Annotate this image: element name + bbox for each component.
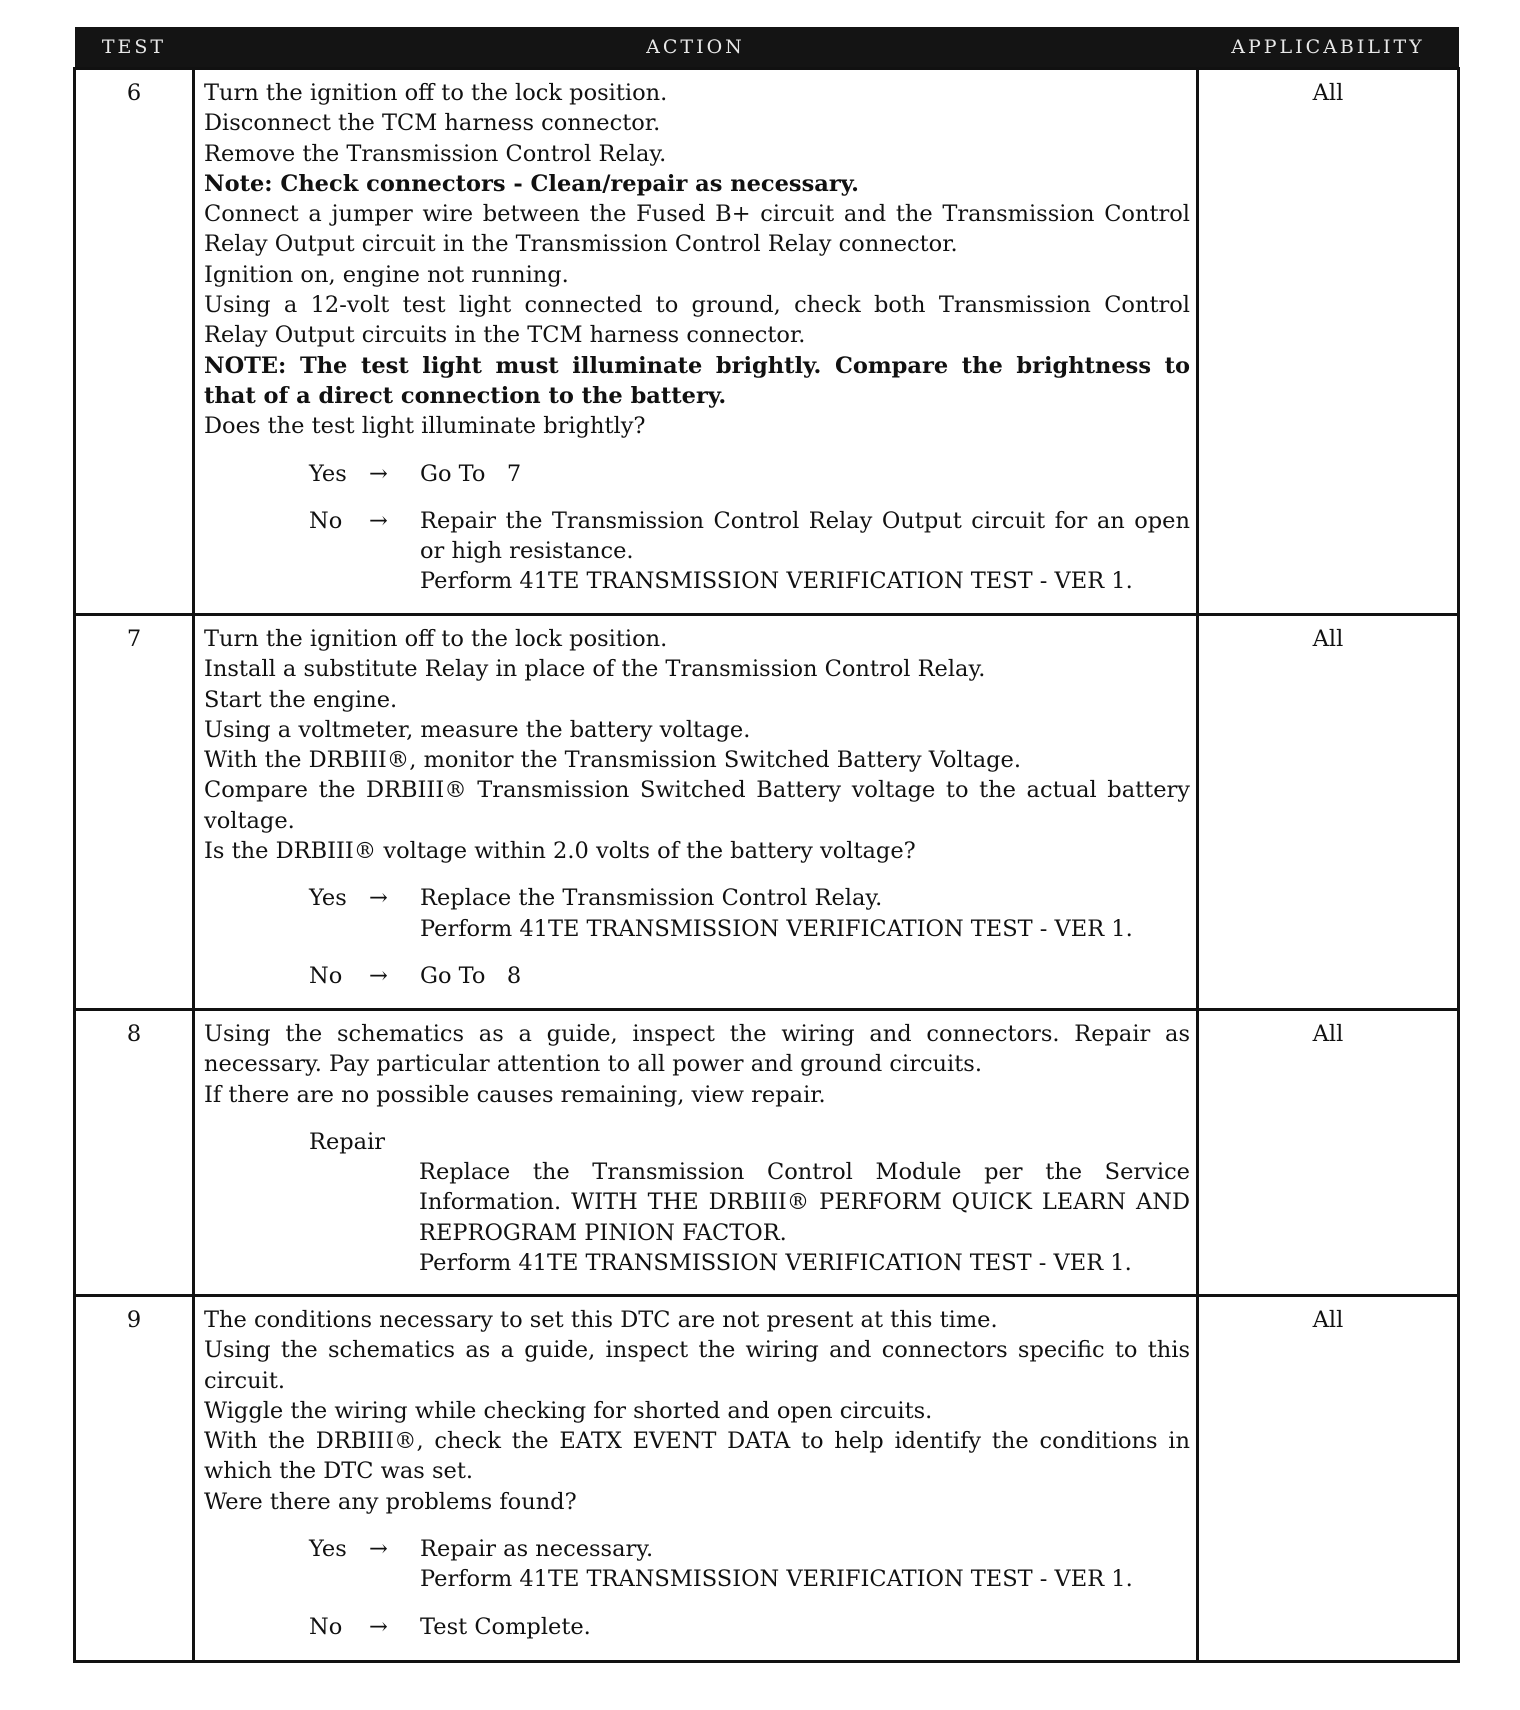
- applicability-cell: All: [1198, 69, 1459, 615]
- table-row-test-9: [75, 1296, 1459, 1662]
- repair-line: Replace the Transmission Control Module per the Service Information. WITH THE DRBIII® PERFORM QUICK LEARN AND REPROGRAM PINION FACTOR.: [419, 1159, 1190, 1246]
- result-line: Replace the Transmission Control Relay.: [420, 885, 883, 912]
- no-label: No: [309, 507, 343, 534]
- action-line: Disconnect the TCM harness connector.: [204, 110, 661, 137]
- action-line: Connect a jumper wire between the Fused B+ circuit and the Transmission Control Relay Output circuit in the Transmission Control Relay connector.: [204, 201, 1190, 258]
- action-line: Wiggle the wiring while checking for shorted and open circuits.: [204, 1397, 933, 1424]
- test-number: 8: [75, 1010, 194, 1296]
- no-label: No: [309, 1613, 343, 1640]
- no-branch: [309, 1612, 1190, 1642]
- action-cell: [194, 615, 1198, 1010]
- note-line: NOTE: The test light must illuminate brightly. Compare the brightness to that of a direct connection to the battery.: [204, 352, 1190, 409]
- right-arrow-icon: →: [369, 885, 388, 912]
- yes-result: [420, 883, 1190, 944]
- action-line: Using a 12-volt test light connected to ground, check both Transmission Control Relay Output circuits in the TCM harness connector.: [204, 292, 1190, 349]
- repair-label: Repair: [309, 1128, 386, 1155]
- action-line: Turn the ignition off to the lock position.: [204, 80, 668, 106]
- applicability-cell: All: [1198, 615, 1459, 1010]
- table-row-test-7: [75, 615, 1459, 1010]
- action-line: Start the engine.: [204, 686, 398, 713]
- applicability-cell: All: [1198, 1010, 1459, 1296]
- yes-label: Yes: [309, 1536, 347, 1563]
- result-line: Repair as necessary.: [420, 1536, 654, 1563]
- result-line: Perform 41TE TRANSMISSION VERIFICATION TEST - VER 1.: [420, 915, 1133, 942]
- table-header-row: [75, 27, 1459, 69]
- yes-result: [420, 459, 1190, 489]
- yes-result: [420, 1534, 1190, 1595]
- action-line: Remove the Transmission Control Relay.: [204, 140, 667, 167]
- result-line: Test Complete.: [420, 1613, 591, 1640]
- action-line: If there are no possible causes remaining, view repair.: [204, 1081, 826, 1108]
- action-line: Using a voltmeter, measure the battery voltage.: [204, 716, 751, 743]
- result-line: Perform 41TE TRANSMISSION VERIFICATION TEST - VER 1.: [420, 568, 1133, 595]
- right-arrow-icon: →: [369, 460, 388, 487]
- yes-branch: [309, 883, 1190, 944]
- action-cell: [194, 1010, 1198, 1296]
- action-line: With the DRBIII®, check the EATX EVENT DATA to help identify the conditions in which the DTC was set.: [204, 1428, 1190, 1485]
- no-result: [420, 961, 1190, 991]
- action-line: With the DRBIII®, monitor the Transmission Switched Battery Voltage.: [204, 747, 1021, 774]
- right-arrow-icon: →: [369, 507, 388, 534]
- test-number: 6: [75, 69, 194, 615]
- table-row-test-8: [75, 1010, 1459, 1296]
- action-line: Using the schematics as a guide, inspect the wiring and connectors specific to this circuit.: [204, 1337, 1190, 1394]
- yes-branch: [309, 1534, 1190, 1595]
- no-branch: [309, 506, 1190, 597]
- question-line: Were there any problems found?: [204, 1488, 577, 1515]
- action-line: Compare the DRBIII® Transmission Switched Battery voltage to the actual battery voltage.: [204, 777, 1190, 834]
- repair-instructions: [419, 1157, 1190, 1278]
- repair-line: Perform 41TE TRANSMISSION VERIFICATION TEST - VER 1.: [419, 1250, 1132, 1277]
- right-arrow-icon: →: [369, 1613, 388, 1640]
- question-line: Is the DRBIII® voltage within 2.0 volts of the battery voltage?: [204, 838, 916, 865]
- action-line: Using the schematics as a guide, inspect the wiring and connectors. Repair as necessary. Pay particular attention to all power and ground circuits.: [204, 1021, 1190, 1078]
- result-line: Go To 8: [420, 962, 522, 989]
- question-line: Does the test light illuminate brightly?: [204, 413, 646, 440]
- applicability-cell: All: [1198, 1296, 1459, 1662]
- yes-label: Yes: [309, 460, 347, 487]
- test-table: [73, 27, 1460, 1663]
- no-label: No: [309, 962, 343, 989]
- header-test: TEST: [75, 27, 194, 69]
- no-branch: [309, 961, 1190, 991]
- header-applicability: APPLICABILITY: [1198, 27, 1459, 69]
- yes-branch: [309, 459, 1190, 489]
- diagnostic-procedure-sheet: [73, 27, 1457, 1663]
- action-line: The conditions necessary to set this DTC are not present at this time.: [204, 1307, 998, 1333]
- result-line: Perform 41TE TRANSMISSION VERIFICATION TEST - VER 1.: [420, 1566, 1133, 1593]
- header-action: ACTION: [194, 27, 1198, 69]
- yes-label: Yes: [309, 885, 347, 912]
- result-line: Go To 7: [420, 460, 522, 487]
- action-cell: [194, 69, 1198, 615]
- action-line: Install a substitute Relay in place of the Transmission Control Relay.: [204, 656, 986, 683]
- no-result: [420, 506, 1190, 597]
- table-row-test-6: [75, 69, 1459, 615]
- right-arrow-icon: →: [369, 1536, 388, 1563]
- test-number: 9: [75, 1296, 194, 1662]
- note-line: Note: Check connectors - Clean/repair as necessary.: [204, 170, 859, 197]
- action-cell: [194, 1296, 1198, 1662]
- action-line: Turn the ignition off to the lock position.: [204, 626, 668, 652]
- right-arrow-icon: →: [369, 962, 388, 989]
- action-line: Ignition on, engine not running.: [204, 261, 569, 288]
- no-result: [420, 1612, 1190, 1642]
- test-number: 7: [75, 615, 194, 1010]
- result-line: Repair the Transmission Control Relay Output circuit for an open or high resistance.: [420, 507, 1190, 565]
